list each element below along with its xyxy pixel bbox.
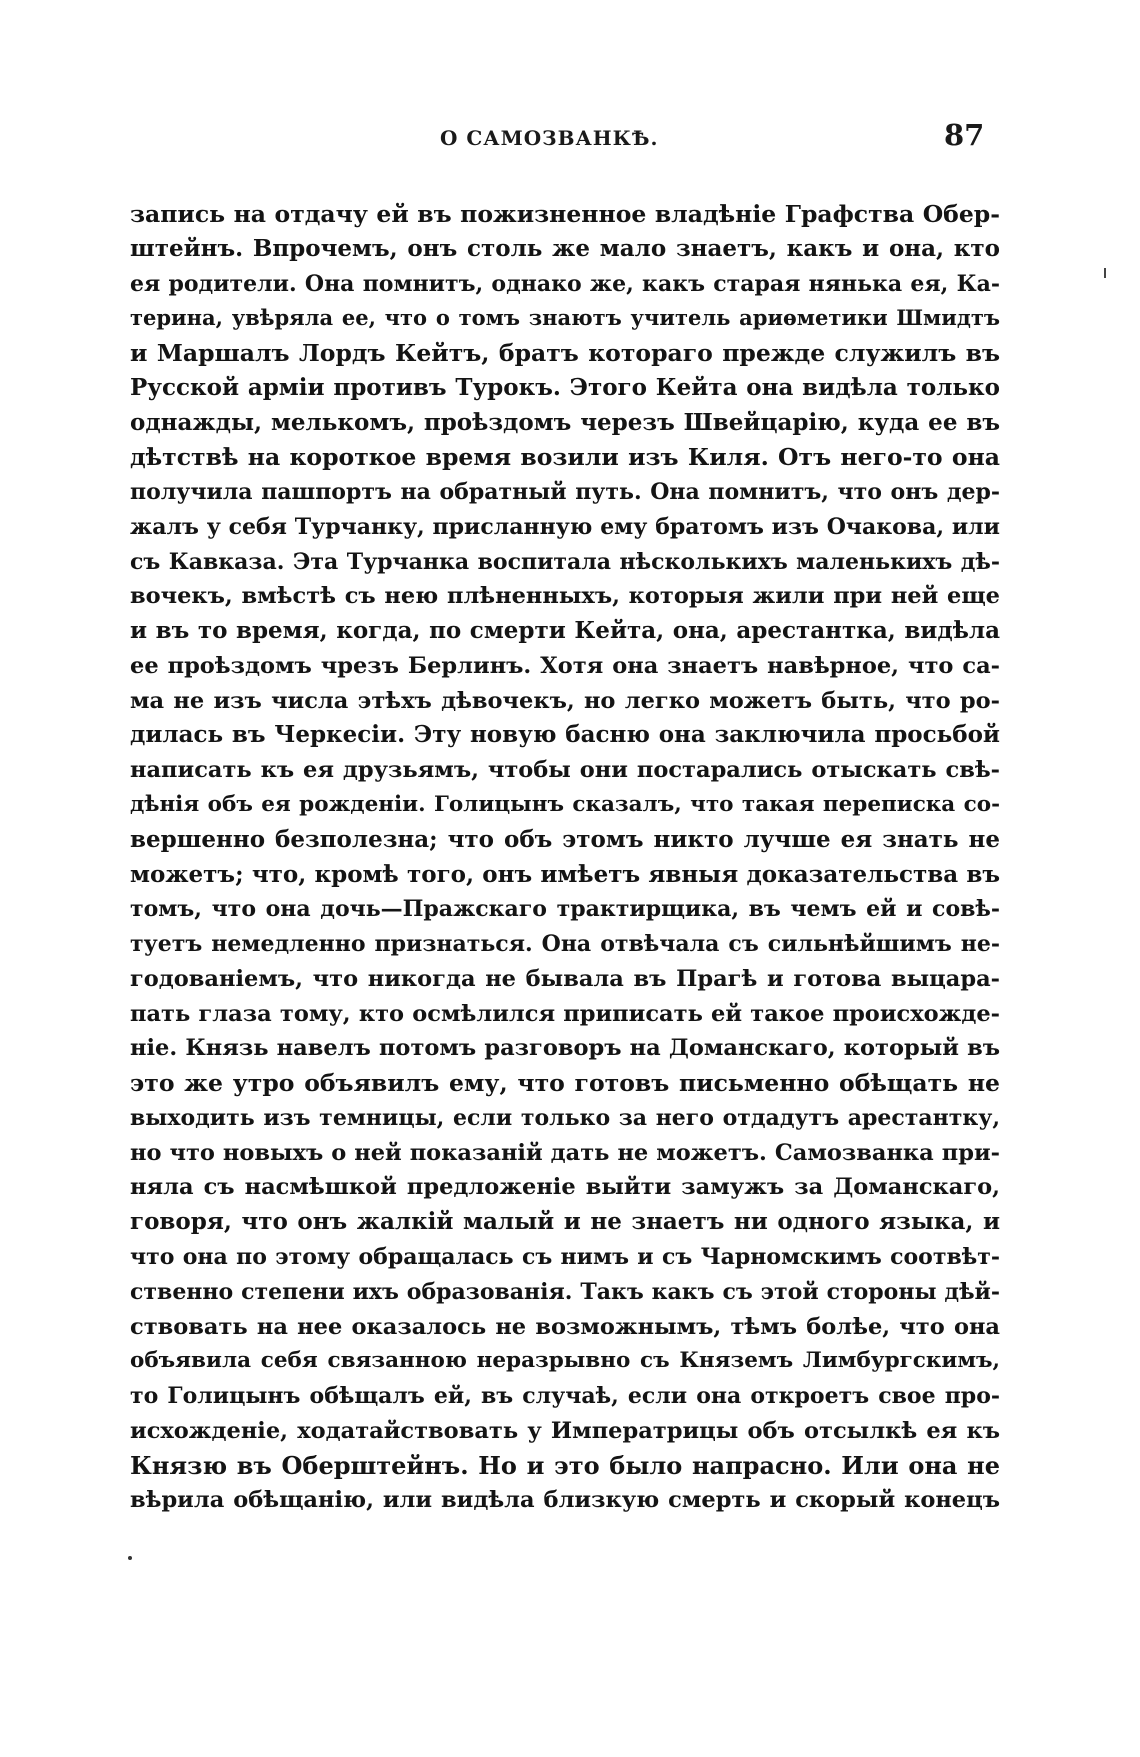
text-line: и Маршалъ Лордъ Кейтъ, братъ котораго прежде служилъ въ	[130, 339, 1000, 368]
text-line: дѣтствѣ на короткое время возили изъ Киля. Отъ него-то она	[130, 443, 1000, 472]
text-line: Русской арміи противъ Турокъ. Этого Кейта она видѣла только	[130, 373, 1000, 401]
running-title: О САМОЗВАНКѢ.	[440, 126, 659, 150]
page-number: 87	[944, 118, 985, 152]
text-line: Князю въ Оберштейнъ. Но и это было напрасно. Или она не	[130, 1450, 1000, 1480]
scan-mark	[1104, 268, 1106, 278]
text-line: ее проѣздомъ чрезъ Берлинъ. Хотя она знаетъ навѣрное, что са-	[130, 652, 1000, 679]
body-text	[130, 197, 1000, 1518]
text-line: вочекъ, вмѣстѣ съ нею плѣненныхъ, которыя жили при ней еще	[130, 583, 1000, 610]
text-line: ея родители. Она помнитъ, однако же, какъ старая нянька ея, Ка-	[130, 270, 1000, 297]
text-line: жалъ у себя Турчанку, присланную ему братомъ изъ Очакова, или	[130, 513, 1000, 540]
text-line: няла съ насмѣшкой предложеніе выйти замужъ за Доманскаго,	[130, 1174, 1000, 1201]
text-line: дѣнія объ ея рожденіи. Голицынъ сказалъ, что такая переписка со-	[130, 792, 1000, 818]
text-line: но что новыхъ о ней показаній дать не можетъ. Самозванка при-	[130, 1139, 1000, 1166]
text-line: то Голицынъ обѣщалъ ей, въ случаѣ, если она откроетъ свое про-	[130, 1383, 1000, 1410]
text-line: объявила себя связанною неразрывно съ Княземъ Лимбургскимъ,	[130, 1348, 1000, 1374]
text-line: дилась въ Черкесіи. Эту новую басню она заключила просьбой	[130, 721, 1000, 749]
text-line: терина, увѣряла ее, что о томъ знаютъ учитель ариѳметики Шмидтъ	[130, 305, 1000, 331]
text-line: вѣрила обѣщанію, или видѣла близкую смерть и скорый конецъ	[130, 1487, 1000, 1514]
text-line: годованіемъ, что никогда не бывала въ Прагѣ и готова выцара-	[130, 965, 1000, 992]
text-line: однажды, мелькомъ, проѣздомъ черезъ Швейцарію, куда ее въ	[130, 408, 1000, 436]
text-line: ственно степени ихъ образованія. Такъ какъ съ этой стороны дѣй-	[130, 1278, 1000, 1305]
text-line: запись на отдачу ей въ пожизненное владѣніе Графства Обер-	[130, 200, 1000, 228]
text-line: говоря, что онъ жалкій малый и не знаетъ ни одного языка, и	[130, 1208, 1000, 1236]
text-line: ствовать на нее оказалось не возможнымъ, тѣмъ болѣе, что она	[130, 1313, 1000, 1340]
text-line: ма не изъ числа этѣхъ дѣвочекъ, но легко можетъ быть, что ро-	[130, 687, 1000, 714]
text-line: туетъ немедленно признаться. Она отвѣчала съ сильнѣйшимъ не-	[130, 931, 1000, 958]
text-line: выходить изъ темницы, если только за него отдадутъ арестантку,	[130, 1104, 1000, 1131]
text-line: съ Кавказа. Эта Турчанка воспитала нѣсколькихъ маленькихъ дѣ-	[130, 548, 1000, 575]
text-line: вершенно безполезна; что объ этомъ никто лучше ея знать не	[130, 825, 1000, 853]
text-line: исхожденіе, ходатайствовать у Императрицы объ отсылкѣ ея къ	[130, 1417, 1000, 1444]
text-line: написать къ ея друзьямъ, чтобы они постарались отыскать свѣ-	[130, 757, 1000, 784]
text-line: томъ, что она дочь—Пражскаго трактирщика, въ чемъ ей и совѣ-	[130, 896, 1000, 923]
text-line: пать глаза тому, кто осмѣлился приписать ей такое происхожде-	[130, 1000, 1000, 1027]
text-line: можетъ; что, кромѣ того, онъ имѣетъ явныя доказательства въ	[130, 860, 1000, 888]
text-line: и въ то время, когда, по смерти Кейта, она, арестантка, видѣла	[130, 617, 1000, 645]
text-line: ніе. Князь навелъ потомъ разговоръ на Доманскаго, который въ	[130, 1035, 1000, 1062]
text-line: что она по этому обращалась съ нимъ и съ Чарномскимъ соотвѣт-	[130, 1243, 1000, 1270]
text-line: это же утро объявилъ ему, что готовъ письменно обѣщать не	[130, 1069, 1000, 1098]
text-line: получила пашпортъ на обратный путь. Она помнитъ, что онъ дер-	[130, 479, 1000, 506]
running-head	[0, 118, 1140, 158]
scan-speck	[128, 1556, 132, 1560]
text-line: штейнъ. Впрочемъ, онъ столь же мало знаетъ, какъ и она, кто	[130, 234, 1000, 262]
